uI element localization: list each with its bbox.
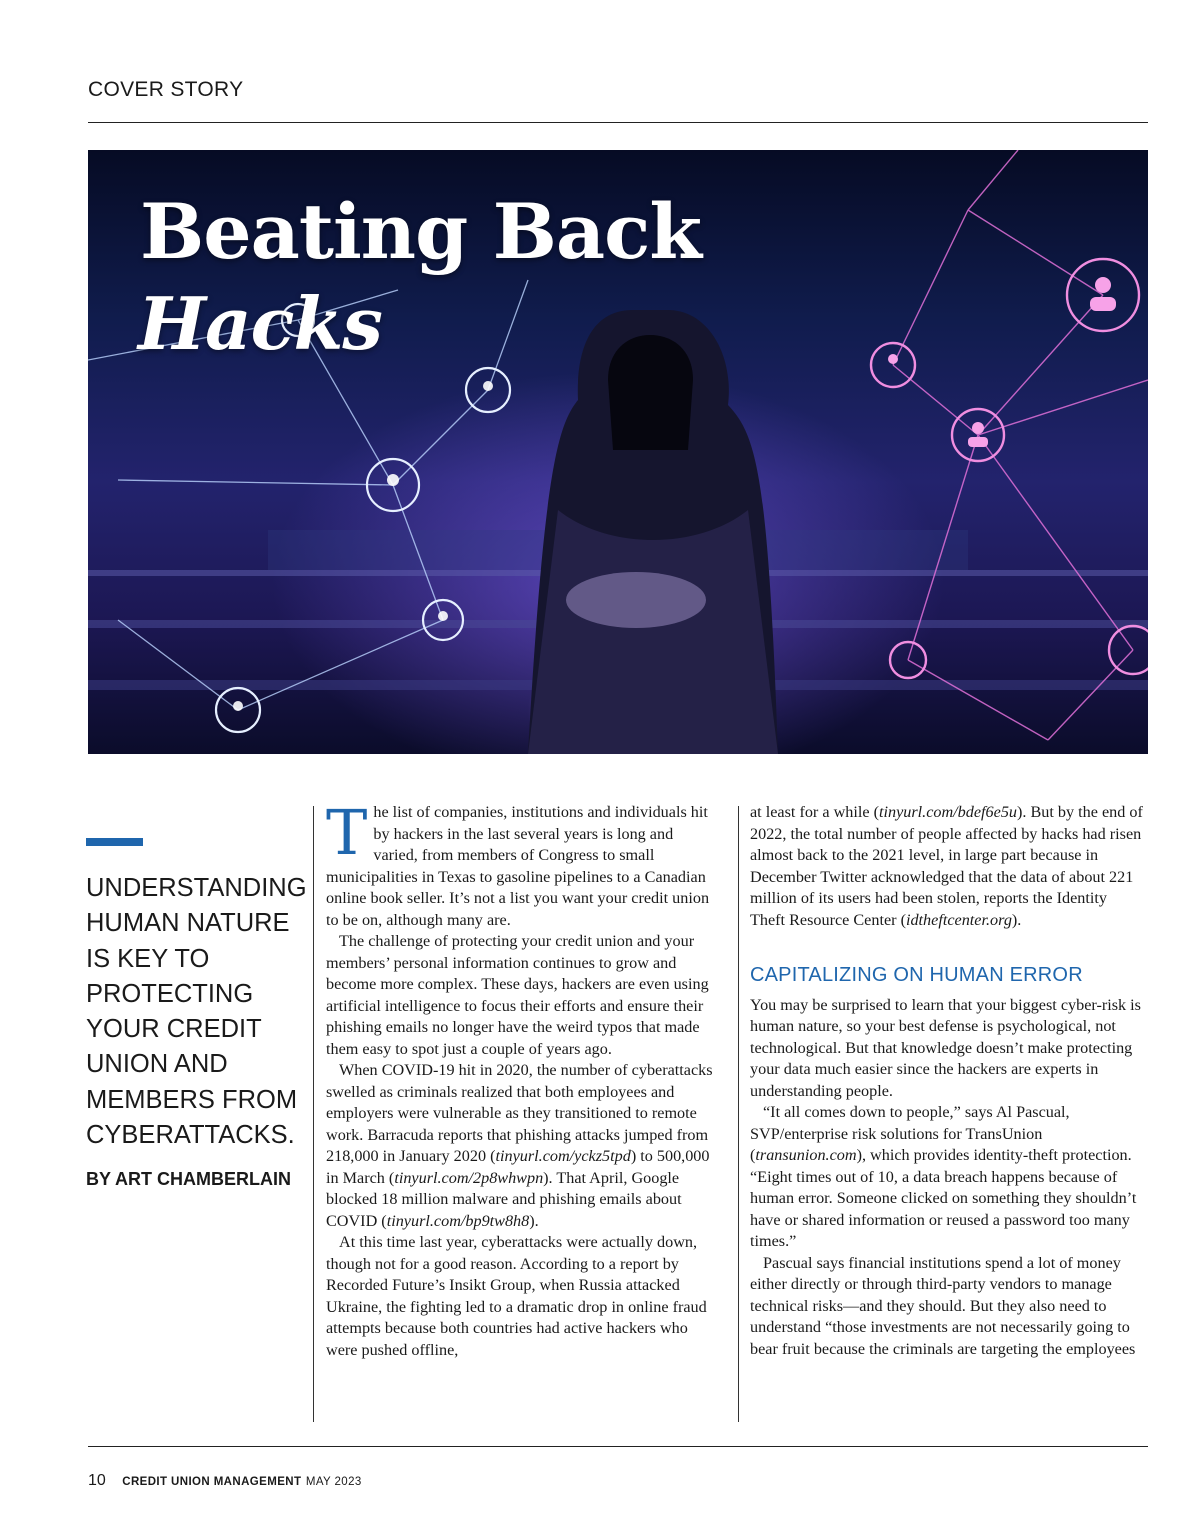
- subheading: CAPITALIZING ON HUMAN ERROR: [750, 964, 1083, 986]
- headline-italic: Hacks: [138, 281, 382, 366]
- paragraph: at least for a while (tinyurl.com/bdef6e5u). But by the end of 2022, the total number of people affected by hacks had risen almost back to the 2021 level, in large part because in December Twitter acknowledged that the data of about 221 million of its users had been stolen, reports the Identity Theft Resource Center (idtheftcenter.org).: [750, 803, 1143, 929]
- link-idtheftcenter[interactable]: idtheftcenter.org: [905, 910, 1012, 929]
- accent-bar: [86, 838, 143, 846]
- bottom-divider: [88, 1446, 1148, 1447]
- deck-text: UNDERSTANDING HUMAN NATURE IS KEY TO PROTECTING YOUR CREDIT UNION AND MEMBERS FROM CYBERATTACKS.: [86, 874, 307, 1150]
- article-column-1: [326, 796, 721, 1361]
- link-tinyurl[interactable]: tinyurl.com/yckz5tpd: [495, 1147, 631, 1165]
- section-label: COVER STORY: [88, 78, 244, 101]
- paragraph: “It all comes down to people,” says Al Pascual, SVP/enterprise risk solutions for TransUnion (transunion.com), which provides identity-theft protection. “Eight times out of 10, a data breach happens because of human error. Someone clicked on something they shouldn’t have or shared information or reused a password too many times.”: [750, 1103, 1137, 1250]
- page-footer: [88, 1472, 362, 1490]
- paragraph: You may be surprised to learn that your biggest cyber-risk is human nature, so your best defense is psychological, not technological. But that knowledge doesn’t make protecting your data much easier since the hackers are experts in understanding people.: [750, 995, 1141, 1100]
- issue-date: MAY 2023: [305, 1476, 362, 1488]
- paragraph: The challenge of protecting your credit union and your members’ personal information continues to grow and become more complex. These days, hackers are even using artificial intelligence to focus their efforts and ensure their phishing emails no longer have the weird typos that made them easy to spot just a couple of years ago.: [326, 932, 709, 1058]
- column-divider-right: [738, 806, 739, 1422]
- article-column-2: [750, 802, 1145, 1360]
- paragraph: When COVID-19 hit in 2020, the number of cyberattacks swelled as criminals realized that both employees and employers were vulnerable as they transitioned to remote work. Barracuda reports that phishing attacks jumped from 218,000 in January 2020 (tinyurl.com/yckz5tpd) to 500,000 in March (tinyurl.com/2p8whwpn). That April, Google blocked 18 million malware and phishing emails about COVID (tinyurl.com/bp9tw8h8).: [326, 1061, 713, 1230]
- link-tinyurl[interactable]: tinyurl.com/bp9tw8h8: [386, 1211, 530, 1230]
- top-divider: [88, 122, 1148, 123]
- paragraph: Pascual says financial institutions spend a lot of money either directly or through third-party vendors to manage technical risks—and they should. But they also need to understand “those investments are not necessarily going to bear fruit because the criminals are targeting the employees: [750, 1253, 1136, 1358]
- link-tinyurl[interactable]: tinyurl.com/bdef6e5u: [879, 803, 1018, 821]
- link-tinyurl[interactable]: tinyurl.com/2p8whwpn: [394, 1168, 544, 1187]
- link-transunion[interactable]: transunion.com: [755, 1146, 857, 1164]
- page-number: 10: [88, 1472, 106, 1489]
- paragraph: At this time last year, cyberattacks were actually down, though not for a good reason. According to a report by Recorded Future’s Insikt Group, when Russia attacked Ukraine, the fighting led to a dramatic drop in online fraud attempts because both countries had active hackers who were pushed offline,: [326, 1233, 707, 1359]
- drop-cap: T: [326, 796, 368, 869]
- headline: Beating Back: [140, 187, 702, 276]
- hero-image: [88, 150, 1148, 754]
- column-divider-left: [313, 806, 314, 1422]
- byline: BY ART CHAMBERLAIN: [86, 1169, 291, 1189]
- publication-name: CREDIT UNION MANAGEMENT: [122, 1476, 302, 1488]
- paragraph: The list of companies, institutions and individuals hit by hackers in the last several years is long and varied, from members of Congress to small municipalities in Texas to gasoline pipelines to a Canadian online book seller. It’s not a list you want your credit union to be on, although many are.: [326, 796, 710, 929]
